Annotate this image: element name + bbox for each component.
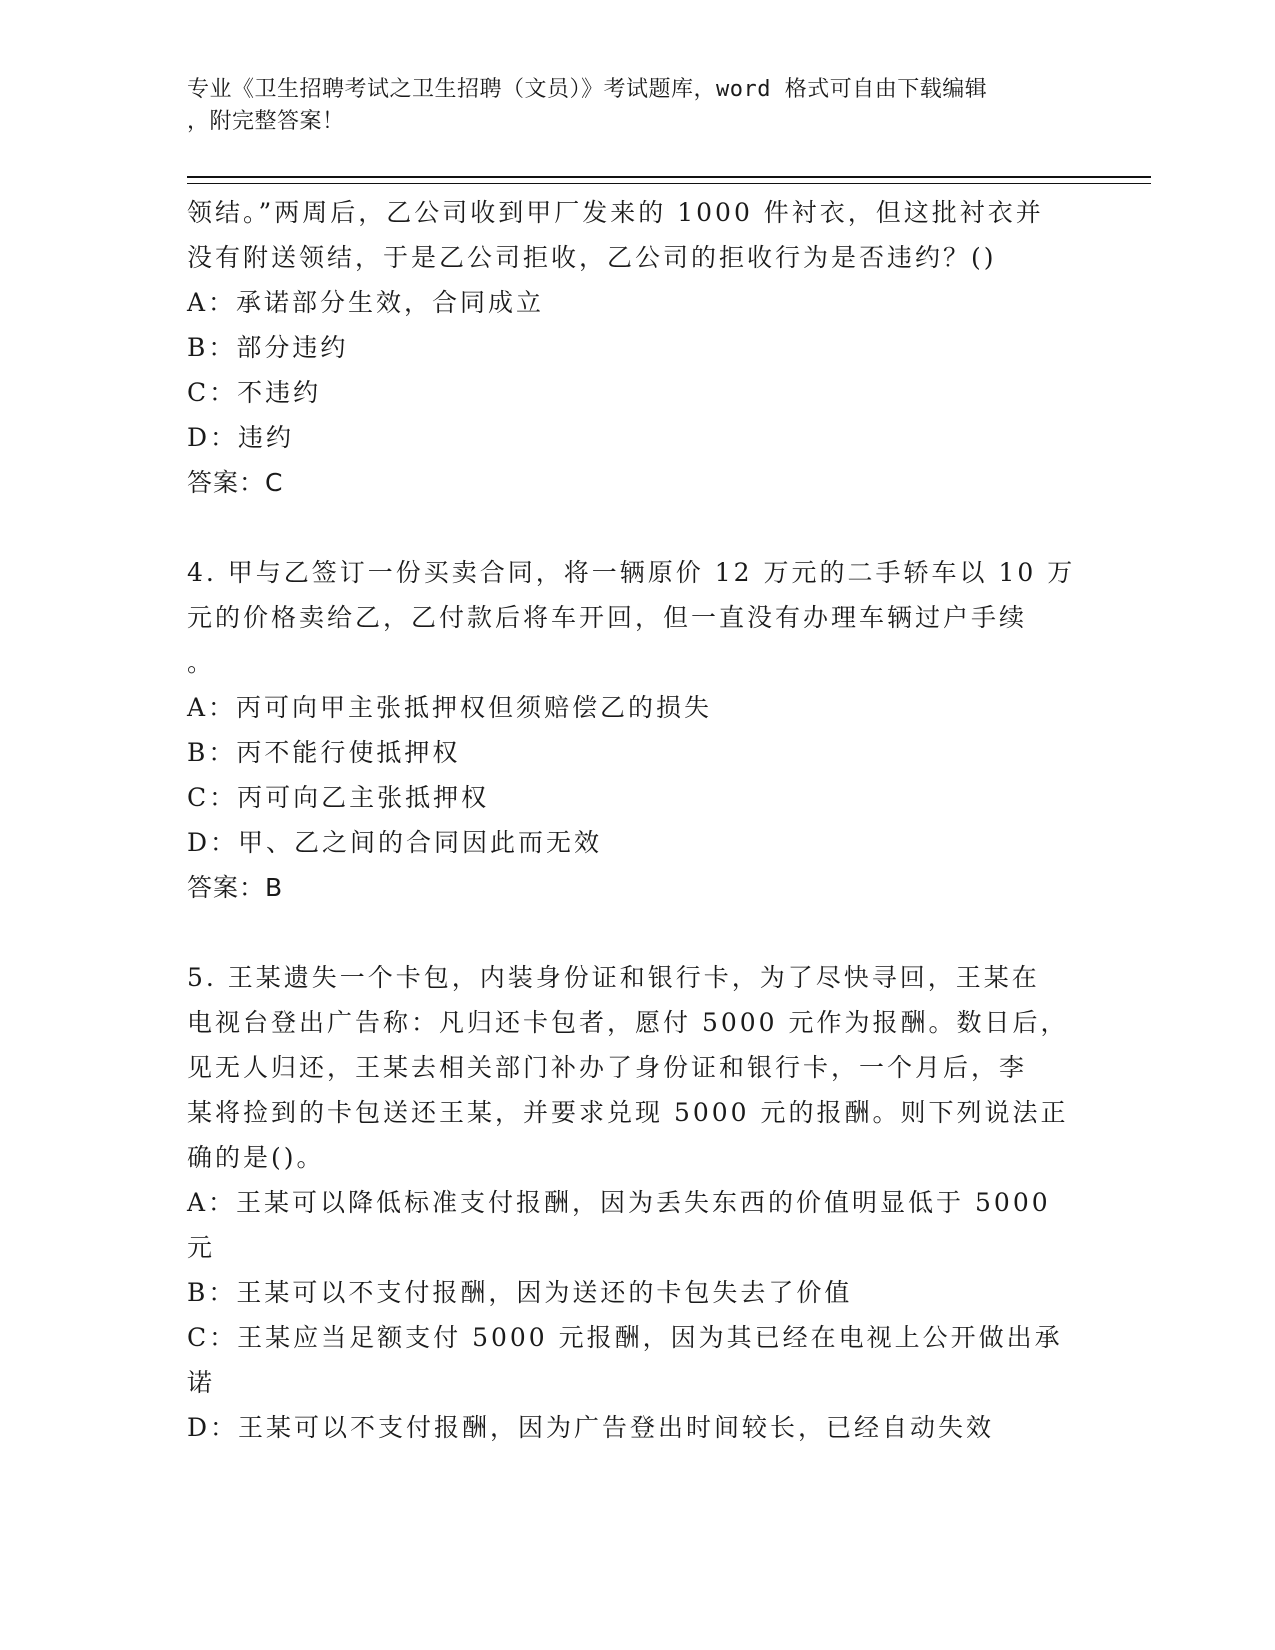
option-c: C：丙可向乙主张抵押权	[187, 783, 490, 812]
option-d: D：王某可以不支付报酬，因为广告登出时间较长，已经自动失效	[187, 1413, 995, 1442]
header-line-2: ，附完整答案！	[187, 109, 345, 134]
option-d: D：违约	[187, 423, 295, 452]
option-a-continued: 元	[187, 1233, 216, 1262]
header-rule-thin	[187, 183, 1151, 184]
question-4	[187, 550, 1076, 910]
option-a: A：丙可向甲主张抵押权但须赔偿乙的损失	[187, 693, 713, 722]
answer-label: 答案：B	[187, 873, 284, 902]
question-3	[187, 190, 1067, 505]
question-stem-line: 领结。”两周后，乙公司收到甲厂发来的 1000 件衬衣，但这批衬衣并	[187, 198, 1044, 227]
header-line-1: 专业《卫生招聘考试之卫生招聘（文员）》考试题库，word 格式可自由下载编辑	[187, 77, 988, 102]
option-d: D：甲、乙之间的合同因此而无效	[187, 828, 603, 857]
question-content	[187, 190, 1076, 1450]
option-a: A：承诺部分生效，合同成立	[187, 288, 545, 317]
question-stem-line: 某将捡到的卡包送还王某，并要求兑现 5000 元的报酬。则下列说法正	[187, 1098, 1069, 1127]
option-c: C：王某应当足额支付 5000 元报酬，因为其已经在电视上公开做出承	[187, 1323, 1063, 1352]
question-stem-line: 电视台登出广告称：凡归还卡包者，愿付 5000 元作为报酬。数日后，	[187, 1008, 1069, 1037]
spacer	[187, 505, 1067, 550]
option-a: A：王某可以降低标准支付报酬，因为丢失东西的价值明显低于 5000	[187, 1188, 1051, 1217]
question-stem-line: 元的价格卖给乙，乙付款后将车开回，但一直没有办理车辆过户手续	[187, 603, 1028, 632]
option-c-continued: 诺	[187, 1368, 216, 1397]
question-stem-line: 5. 王某遗失一个卡包，内装身份证和银行卡，为了尽快寻回，王某在	[187, 963, 1040, 992]
answer-label: 答案：C	[187, 468, 284, 497]
header-rule-thick	[187, 176, 1151, 178]
option-b: B：部分违约	[187, 333, 349, 362]
question-stem-line: 。	[187, 648, 216, 677]
question-stem-line: 见无人归还，王某去相关部门补办了身份证和银行卡，一个月后，李	[187, 1053, 1028, 1082]
question-stem-line: 4. 甲与乙签订一份买卖合同，将一辆原价 12 万元的二手轿车以 10 万	[187, 558, 1076, 587]
question-5	[187, 955, 1067, 1450]
question-stem-line: 没有附送领结，于是乙公司拒收，乙公司的拒收行为是否违约？()	[187, 243, 997, 272]
option-b: B：王某可以不支付报酬，因为送还的卡包失去了价值	[187, 1278, 853, 1307]
option-b: B：丙不能行使抵押权	[187, 738, 461, 767]
page-header	[187, 74, 1067, 138]
option-c: C：不违约	[187, 378, 322, 407]
question-stem-line: 确的是()。	[187, 1143, 325, 1172]
spacer	[187, 910, 1067, 955]
